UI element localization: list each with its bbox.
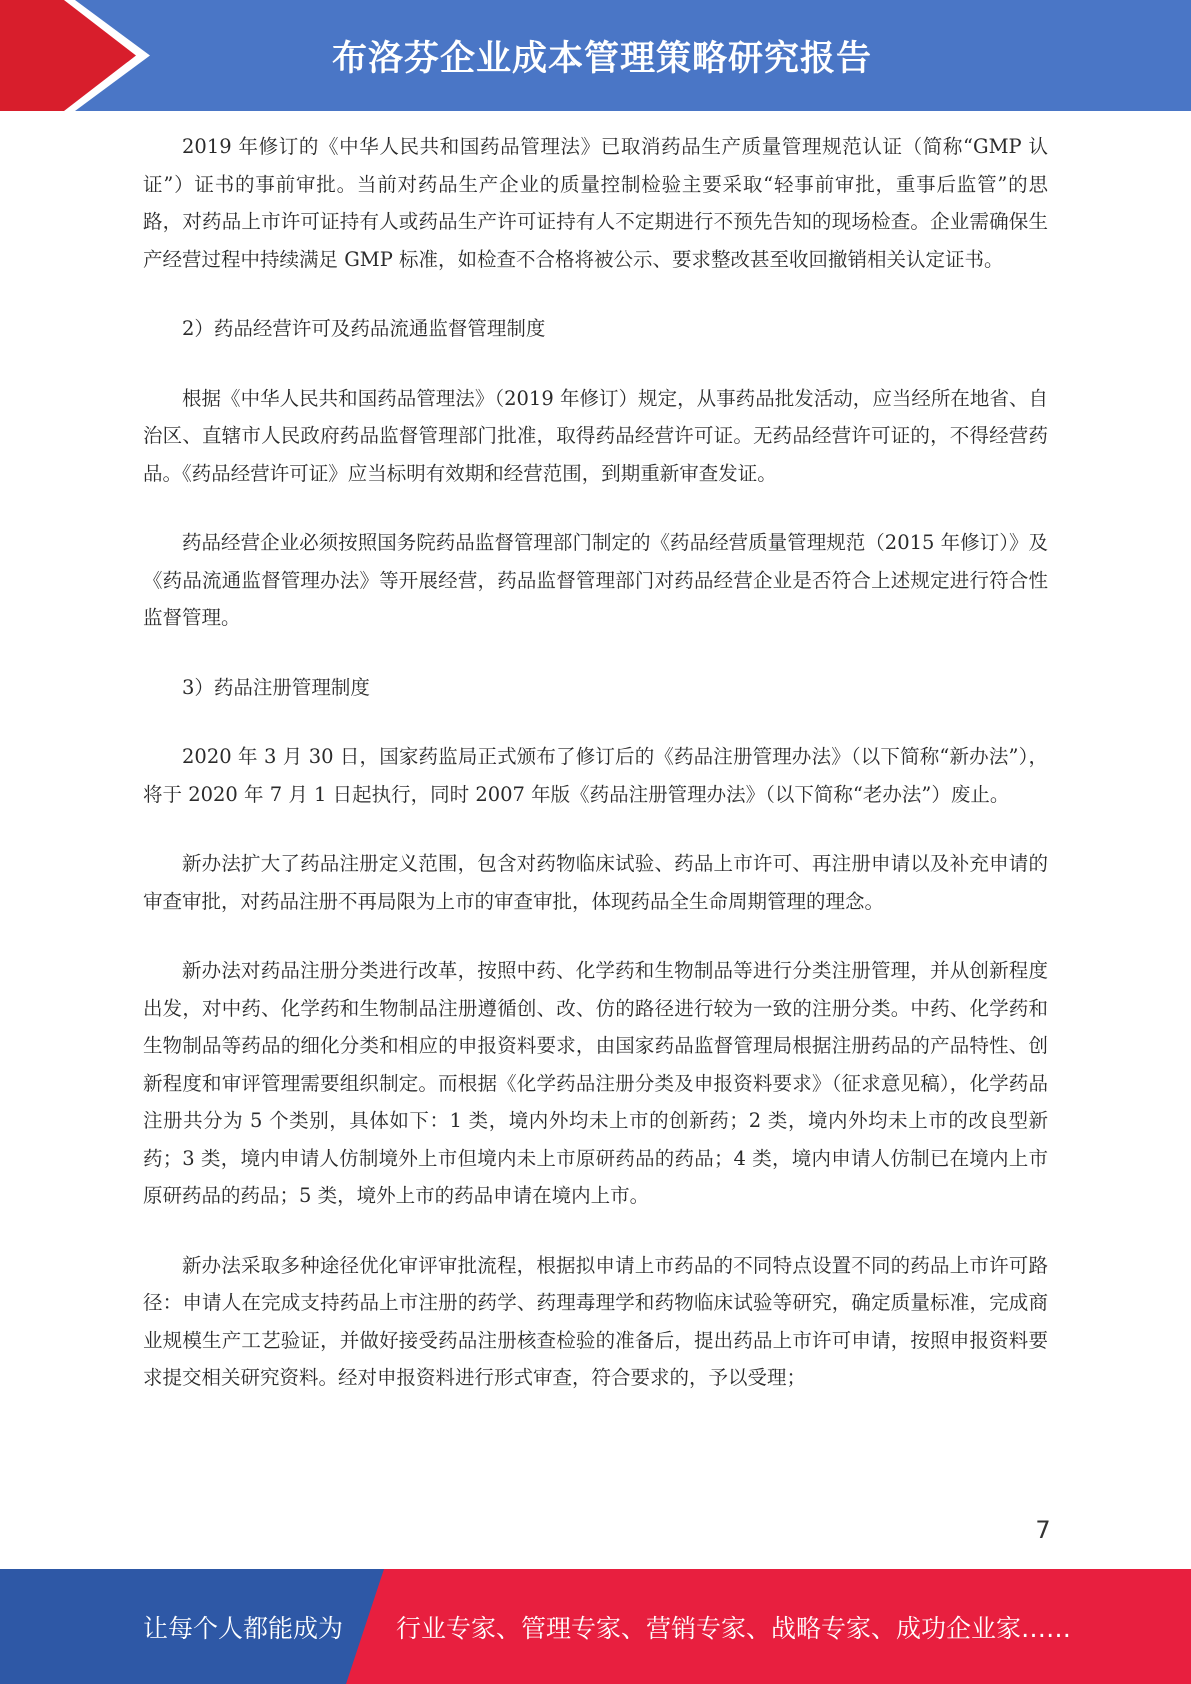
page-header	[0, 0, 1191, 111]
paragraph-approval-process: 新办法采取多种途径优化审评审批流程，根据拟申请上市药品的不同特点设置不同的药品上市许可路径：申请人在完成支持药品上市注册的药学、药理毒理学和药物临床试验等研究，确定质量标准，完成商业规模生产工艺验证，并做好接受药品注册核查检验的准备后，提出药品上市许可申请，按照申报资料要求提交相关研究资料。经对申报资料进行形式审查，符合要求的，予以受理；	[143, 1253, 1048, 1389]
section-heading-distribution: 2）药品经营许可及药品流通监督管理制度	[182, 317, 546, 340]
paragraph-gsp: 药品经营企业必须按照国务院药品监督管理部门制定的《药品经营质量管理规范（2015 年修订）》及《药品流通监督管理办法》等开展经营，药品监督管理部门对药品经营企业是否符合上述规定进行符合性监督管理。	[143, 531, 1048, 629]
section-heading-registration: 3）药品注册管理制度	[182, 675, 370, 699]
paragraph-scope: 新办法扩大了药品注册定义范围，包含对药物临床试验、药品上市许可、再注册申请以及补充申请的审查审批，对药品注册不再局限为上市的审查审批，体现药品全生命周期管理的理念。	[143, 852, 1048, 913]
paragraph-new-rules: 2020 年 3 月 30 日，国家药监局正式颁布了修订后的《药品注册管理办法》（以下简称“新办法”），将于 2020 年 7 月 1 日起执行，同时 2007 年版《药品注册管理办法》（以下简称“老办法”）废止。	[143, 745, 1048, 806]
footer-slogan-left: 让每个人都能成为	[143, 1613, 344, 1643]
page-body	[143, 128, 1048, 1429]
page-footer	[0, 1569, 1191, 1684]
page-number: 7	[1035, 1516, 1051, 1544]
report-title: 布洛芬企业成本管理策略研究报告	[332, 38, 873, 79]
paragraph-classification: 新办法对药品注册分类进行改革，按照中药、化学药和生物制品等进行分类注册管理，并从创新程度出发，对中药、化学药和生物制品注册遵循创、改、仿的路径进行较为一致的注册分类。中药、化学药和生物制品等药品的细化分类和相应的申报资料要求，由国家药品监督管理局根据注册药品的产品特性、创新程度和审评管理需要组织制定。而根据《化学药品注册分类及申报资料要求》（征求意见稿），化学药品注册共分为 5 个类别，具体如下：1 类，境内外均未上市的创新药；2 类，境内外均未上市的改良型新药；3 类，境内申请人仿制境外上市但境内未上市原研药品的药品；4 类，境内申请人仿制已在境内上市原研药品的药品；5 类，境外上市的药品申请在境内上市。	[143, 959, 1048, 1207]
footer-slogan-right: 行业专家、管理专家、营销专家、战略专家、成功企业家……	[396, 1613, 1072, 1643]
paragraph-license: 根据《中华人民共和国药品管理法》（2019 年修订）规定，从事药品批发活动，应当经所在地省、自治区、直辖市人民政府药品监督管理部门批准，取得药品经营许可证。无药品经营许可证的，不得经营药品。《药品经营许可证》应当标明有效期和经营范围，到期重新审查发证。	[143, 386, 1048, 485]
header-arrow-decoration	[0, 0, 160, 111]
paragraph-gmp: 2019 年修订的《中华人民共和国药品管理法》已取消药品生产质量管理规范认证（简称“GMP 认证”）证书的事前审批。当前对药品生产企业的质量控制检验主要采取“轻事前审批，重事后监管”的思路，对药品上市许可证持有人或药品生产许可证持有人不定期进行不预先告知的现场检查。企业需确保生产经营过程中持续满足 GMP 标准，如检查不合格将被公示、要求整改甚至收回撤销相关认定证书。	[143, 135, 1048, 271]
